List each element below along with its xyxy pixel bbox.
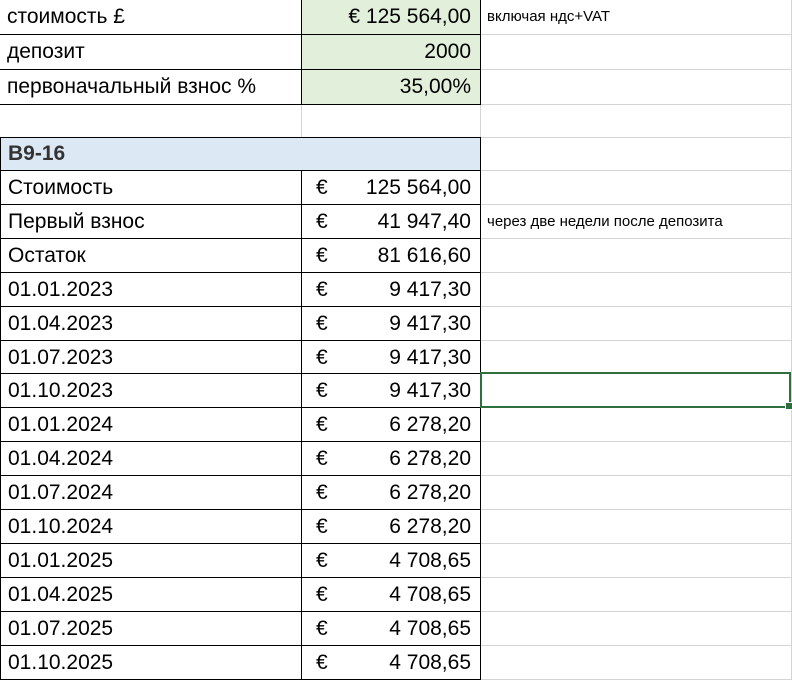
row-note-cell[interactable] bbox=[481, 476, 792, 510]
cell-cost-label[interactable] bbox=[0, 0, 302, 35]
row-label: 01.04.2024 bbox=[8, 447, 114, 470]
row-label: Стоимость bbox=[8, 176, 114, 199]
row-label: 01.04.2025 bbox=[8, 583, 114, 606]
cell-cost-note[interactable] bbox=[481, 0, 792, 35]
row-label-cell[interactable] bbox=[0, 646, 302, 680]
euro-symbol: € bbox=[316, 176, 328, 199]
row-label: 01.01.2024 bbox=[8, 413, 114, 436]
row-label-cell[interactable] bbox=[0, 273, 302, 307]
row-label-cell[interactable] bbox=[0, 476, 302, 510]
row-amount-cell[interactable] bbox=[302, 374, 481, 408]
row-note-cell[interactable] bbox=[481, 578, 792, 612]
downpayment-label: первоначальный взнос % bbox=[7, 75, 257, 98]
row-amount: 6 278,20 bbox=[389, 481, 471, 504]
euro-symbol: € bbox=[316, 549, 328, 572]
row-amount: 9 417,30 bbox=[389, 346, 471, 369]
cell-header-note[interactable] bbox=[481, 137, 792, 171]
section-header[interactable] bbox=[0, 137, 481, 171]
row-label: 01.07.2023 bbox=[8, 346, 114, 369]
row-amount: 9 417,30 bbox=[389, 278, 471, 301]
row-amount: 125 564,00 bbox=[365, 176, 471, 199]
row-label: 01.10.2023 bbox=[8, 379, 114, 402]
row-amount-cell[interactable] bbox=[302, 544, 481, 578]
row-label: Остаток bbox=[8, 244, 86, 267]
cell-downpayment-label[interactable] bbox=[0, 70, 302, 105]
deposit-label: депозит bbox=[7, 40, 85, 63]
euro-symbol: € bbox=[316, 617, 328, 640]
cell-cost-value[interactable] bbox=[302, 0, 481, 35]
row-note-cell[interactable] bbox=[481, 544, 792, 578]
euro-symbol: € bbox=[316, 651, 328, 674]
row-label-cell[interactable] bbox=[0, 544, 302, 578]
deposit-value: 2000 bbox=[424, 40, 471, 63]
cell-deposit-note[interactable] bbox=[481, 35, 792, 70]
row-label-cell[interactable] bbox=[0, 239, 302, 273]
row-label: 01.01.2025 bbox=[8, 549, 114, 572]
row-label-cell[interactable] bbox=[0, 408, 302, 442]
row-label: 01.07.2025 bbox=[8, 617, 114, 640]
row-note-cell[interactable] bbox=[481, 273, 792, 307]
row-label-cell[interactable] bbox=[0, 578, 302, 612]
row-note-cell[interactable] bbox=[481, 442, 792, 476]
row-label: 01.07.2024 bbox=[8, 481, 114, 504]
downpayment-value: 35,00% bbox=[399, 75, 471, 98]
cost-value: € 125 564,00 bbox=[348, 5, 471, 28]
fill-handle[interactable] bbox=[785, 402, 792, 410]
row-label: 01.10.2025 bbox=[8, 651, 114, 674]
cell-deposit-label[interactable] bbox=[0, 35, 302, 70]
cell-empty-a[interactable] bbox=[0, 105, 302, 138]
row-amount-cell[interactable] bbox=[302, 408, 481, 442]
cell-empty-c[interactable] bbox=[481, 105, 792, 138]
row-amount-cell[interactable] bbox=[302, 273, 481, 307]
row-amount-cell[interactable] bbox=[302, 205, 481, 239]
euro-symbol: € bbox=[316, 583, 328, 606]
row-amount: 6 278,20 bbox=[389, 413, 471, 436]
row-label-cell[interactable] bbox=[0, 341, 302, 374]
row-amount: 6 278,20 bbox=[389, 447, 471, 470]
row-label-cell[interactable] bbox=[0, 442, 302, 476]
row-amount: 4 708,65 bbox=[389, 583, 471, 606]
row-note-cell[interactable] bbox=[481, 510, 792, 544]
row-label-cell[interactable] bbox=[0, 307, 302, 341]
row-label: 01.04.2023 bbox=[8, 312, 114, 335]
row-amount: 41 947,40 bbox=[377, 210, 471, 233]
row-amount: 4 708,65 bbox=[389, 549, 471, 572]
row-amount: 4 708,65 bbox=[389, 651, 471, 674]
row-note-cell[interactable] bbox=[481, 171, 792, 205]
row-amount-cell[interactable] bbox=[302, 307, 481, 341]
row-note-cell[interactable] bbox=[481, 408, 792, 442]
euro-symbol: € bbox=[316, 312, 328, 335]
euro-symbol: € bbox=[316, 244, 328, 267]
row-amount: 81 616,60 bbox=[377, 244, 471, 267]
row-note: через две недели после депозита bbox=[487, 213, 723, 230]
row-amount: 6 278,20 bbox=[389, 515, 471, 538]
euro-symbol: € bbox=[316, 379, 328, 402]
row-note-cell[interactable] bbox=[481, 341, 792, 374]
row-note-cell[interactable] bbox=[481, 239, 792, 273]
row-amount-cell[interactable] bbox=[302, 239, 481, 273]
row-label: 01.01.2023 bbox=[8, 278, 114, 301]
euro-symbol: € bbox=[316, 515, 328, 538]
row-amount-cell[interactable] bbox=[302, 341, 481, 374]
row-amount: 9 417,30 bbox=[389, 312, 471, 335]
euro-symbol: € bbox=[316, 481, 328, 504]
row-note-cell[interactable] bbox=[481, 612, 792, 646]
cost-label: стоимость £ bbox=[7, 5, 125, 28]
row-amount-cell[interactable] bbox=[302, 612, 481, 646]
row-label: Первый взнос bbox=[8, 210, 145, 233]
euro-symbol: € bbox=[316, 447, 328, 470]
row-note-cell[interactable] bbox=[481, 646, 792, 680]
euro-symbol: € bbox=[316, 413, 328, 436]
row-label-cell[interactable] bbox=[0, 510, 302, 544]
row-amount: 4 708,65 bbox=[389, 617, 471, 640]
row-label-cell[interactable] bbox=[0, 171, 302, 205]
row-amount: 9 417,30 bbox=[389, 379, 471, 402]
row-label-cell[interactable] bbox=[0, 612, 302, 646]
euro-symbol: € bbox=[316, 210, 328, 233]
row-note-cell[interactable] bbox=[481, 307, 792, 341]
row-amount-cell[interactable] bbox=[302, 476, 481, 510]
cell-deposit-value[interactable] bbox=[302, 35, 481, 70]
cell-downpayment-value[interactable] bbox=[302, 70, 481, 105]
selected-cell[interactable] bbox=[480, 372, 791, 408]
cell-downpayment-note[interactable] bbox=[481, 70, 792, 105]
cost-note: включая ндс+VAT bbox=[487, 8, 611, 25]
row-amount-cell[interactable] bbox=[302, 646, 481, 680]
row-amount-cell[interactable] bbox=[302, 510, 481, 544]
euro-symbol: € bbox=[316, 278, 328, 301]
row-label-cell[interactable] bbox=[0, 205, 302, 239]
row-amount-cell[interactable] bbox=[302, 442, 481, 476]
row-amount-cell[interactable] bbox=[302, 171, 481, 205]
row-amount-cell[interactable] bbox=[302, 578, 481, 612]
row-label-cell[interactable] bbox=[0, 374, 302, 408]
euro-symbol: € bbox=[316, 346, 328, 369]
section-title: B9-16 bbox=[8, 142, 66, 165]
cell-empty-b[interactable] bbox=[302, 105, 481, 138]
row-label: 01.10.2024 bbox=[8, 515, 114, 538]
row-note-cell[interactable] bbox=[481, 205, 792, 239]
